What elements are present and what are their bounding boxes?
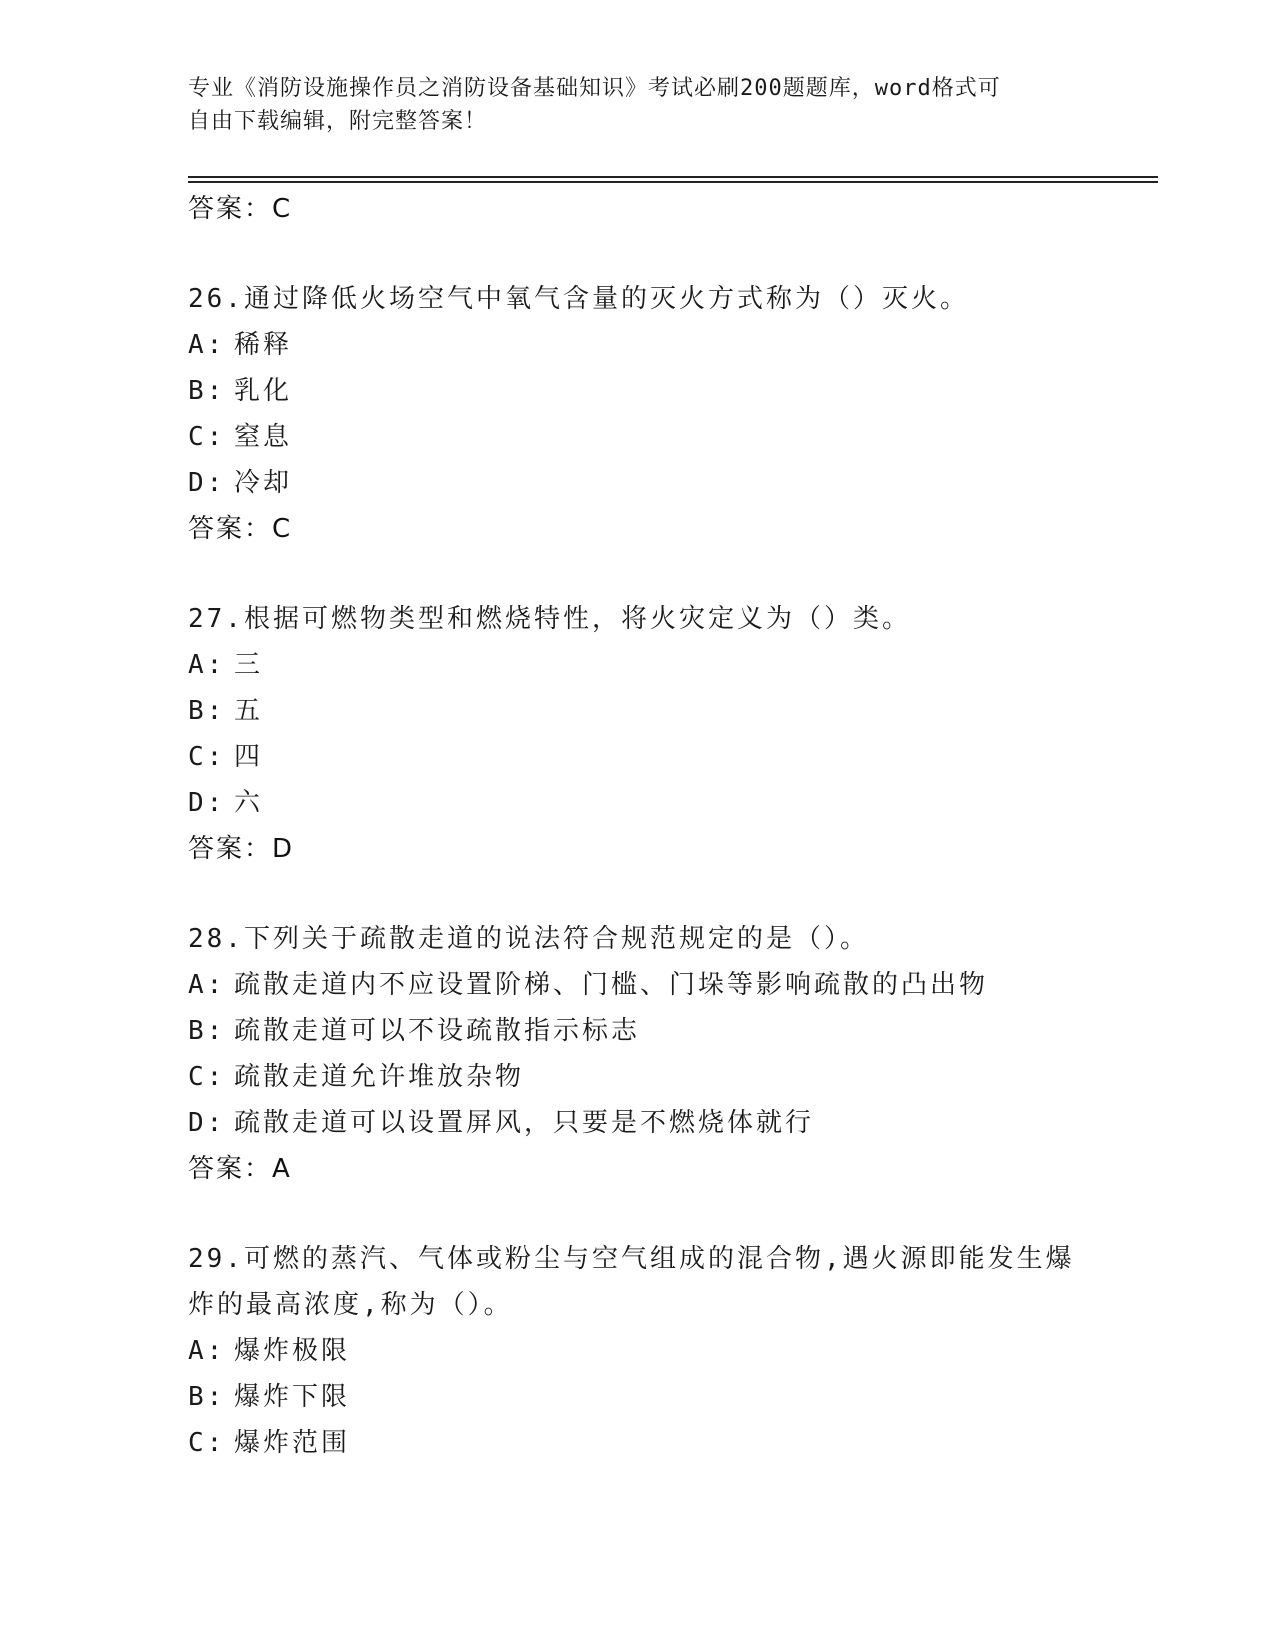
document-header	[188, 72, 1088, 138]
option-letter: C:	[188, 1428, 226, 1458]
option-letter: B:	[188, 376, 226, 406]
header-divider-top	[188, 176, 1158, 178]
option-letter: A:	[188, 330, 226, 360]
option-b	[188, 1374, 1088, 1420]
option-c	[188, 1420, 1088, 1466]
option-letter: C:	[188, 422, 226, 452]
question-text: 28.下列关于疏散走道的说法符合规范规定的是（）。	[188, 924, 869, 954]
option-a	[188, 1328, 1088, 1374]
option-text: 疏散走道内不应设置阶梯、门槛、门垛等影响疏散的凸出物	[234, 970, 989, 1000]
option-d	[188, 780, 1088, 826]
option-text: 四	[234, 742, 264, 772]
option-text: 疏散走道可以不设疏散指示标志	[234, 1016, 641, 1046]
option-c	[188, 734, 1088, 780]
option-letter: C:	[188, 742, 226, 772]
option-letter: A:	[188, 1336, 226, 1366]
option-letter: D:	[188, 1108, 226, 1138]
question-text: 29.可燃的蒸汽、气体或粉尘与空气组成的混合物,遇火源即能发生爆炸的最高浓度,称为（）。	[188, 1244, 1075, 1320]
question-block	[188, 916, 1088, 1192]
option-text: 五	[234, 696, 264, 726]
option-text: 三	[234, 650, 264, 680]
option-c	[188, 1054, 1088, 1100]
option-letter: A:	[188, 970, 226, 1000]
option-d	[188, 1100, 1088, 1146]
option-a	[188, 642, 1088, 688]
question-block	[188, 1236, 1088, 1466]
option-letter: B:	[188, 1016, 226, 1046]
header-line-2: 自由下载编辑，附完整答案！	[188, 109, 488, 134]
option-text: 窒息	[234, 422, 293, 452]
option-letter: B:	[188, 696, 226, 726]
option-letter: A:	[188, 650, 226, 680]
option-text: 冷却	[234, 468, 293, 498]
option-b	[188, 1008, 1088, 1054]
answer-line: 答案：C	[188, 194, 293, 224]
option-text: 爆炸范围	[234, 1428, 351, 1458]
answer-line: 答案：D	[188, 834, 295, 864]
question-text: 26.通过降低火场空气中氧气含量的灭火方式称为（）灭火。	[188, 284, 969, 314]
option-text: 疏散走道可以设置屏风，只要是不燃烧体就行	[234, 1108, 815, 1138]
answer-line: 答案：A	[188, 1154, 292, 1184]
option-text: 疏散走道允许堆放杂物	[234, 1062, 525, 1092]
header-divider-bottom	[188, 181, 1158, 183]
option-a	[188, 322, 1088, 368]
option-text: 六	[234, 788, 264, 818]
option-a	[188, 962, 1088, 1008]
option-text: 乳化	[234, 376, 293, 406]
option-b	[188, 688, 1088, 734]
question-list	[188, 186, 1088, 1466]
option-letter: C:	[188, 1062, 226, 1092]
question-block	[188, 596, 1088, 872]
header-line-1: 专业《消防设施操作员之消防设备基础知识》考试必刷200题题库，word格式可	[188, 76, 1001, 101]
option-letter: D:	[188, 788, 226, 818]
option-c	[188, 414, 1088, 460]
option-text: 稀释	[234, 330, 293, 360]
question-text: 27.根据可燃物类型和燃烧特性，将火灾定义为（）类。	[188, 604, 911, 634]
option-text: 爆炸下限	[234, 1382, 351, 1412]
option-letter: B:	[188, 1382, 226, 1412]
option-d	[188, 460, 1088, 506]
option-b	[188, 368, 1088, 414]
answer-line: 答案：C	[188, 514, 293, 544]
option-text: 爆炸极限	[234, 1336, 351, 1366]
question-block	[188, 276, 1088, 552]
option-letter: D:	[188, 468, 226, 498]
